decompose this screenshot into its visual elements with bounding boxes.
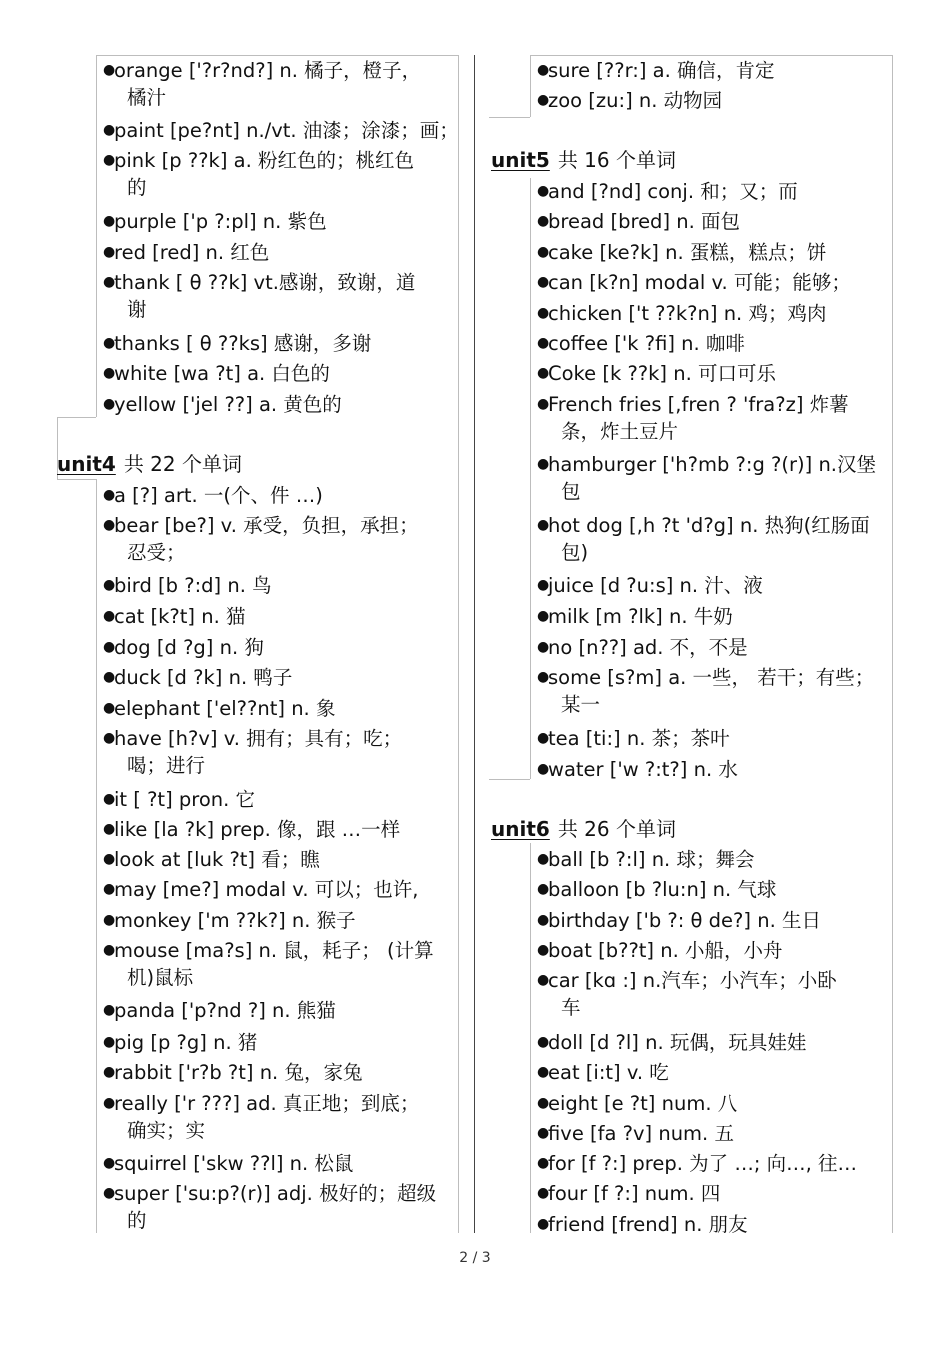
vocab-entry — [537, 391, 849, 445]
bullet-icon: ● — [103, 213, 116, 229]
entry-text: look at [luk ?t] 看；瞧 — [114, 848, 320, 871]
vocab-entry — [103, 603, 246, 630]
entry-text: birthday ['b ?: θ de?] n. 生日 — [548, 909, 821, 932]
bullet-icon: ● — [103, 517, 116, 533]
entry-continuation: 确实；实 — [127, 1119, 206, 1142]
vocab-entry — [537, 634, 748, 661]
entry-text: super ['su:p?(r)] adj. 极好的；超级 — [114, 1182, 437, 1205]
entry-text: pink [p ??k] a. 粉红色的；桃红色 — [114, 149, 414, 172]
entry-text: like [la ?k] prep. 像，跟 …一样 — [114, 818, 401, 841]
vocab-entry — [537, 300, 827, 327]
vocab-entry — [103, 634, 264, 661]
bullet-icon: ● — [103, 851, 116, 867]
vocab-entry — [103, 816, 401, 843]
vocab-entry — [103, 786, 256, 813]
vocab-entry — [537, 572, 763, 599]
entry-text: friend [frend] n. 朋友 — [548, 1213, 748, 1236]
bullet-icon: ● — [103, 608, 116, 624]
entry-text: hamburger ['h?mb ?:g ?(r)] n.汉堡 — [548, 453, 876, 476]
entry-text: orange ['?r?nd?] n. 橘子，橙子， — [114, 59, 422, 82]
entry-text: white [wa ?t] a. 白色的 — [114, 362, 330, 385]
bullet-icon: ● — [537, 639, 550, 655]
vocab-entry — [537, 239, 827, 266]
bullet-icon: ● — [103, 730, 116, 746]
entry-text: purple ['p ?:pl] n. 紫色 — [114, 210, 327, 233]
entry-text: coffee ['k ?fi] n. 咖啡 — [548, 332, 745, 355]
entry-text: and [?nd] conj. 和；又；而 — [548, 180, 798, 203]
vocab-entry — [537, 1211, 748, 1238]
bullet-icon: ● — [103, 274, 116, 290]
vocab-entry — [103, 876, 419, 903]
entry-continuation: 包) — [561, 541, 589, 564]
vocab-entry — [103, 907, 356, 934]
bullet-icon: ● — [103, 152, 116, 168]
vocab-entry — [537, 178, 798, 205]
unit-heading — [491, 816, 676, 843]
entry-text: car [kɑ :] n.汽车；小汽车；小卧 — [548, 969, 837, 992]
bullet-icon: ● — [537, 92, 550, 108]
vocab-entry — [103, 937, 434, 991]
vocab-entry — [537, 360, 776, 387]
bullet-icon: ● — [103, 577, 116, 593]
vocab-entry — [103, 1059, 363, 1086]
vocab-entry — [537, 451, 876, 505]
vocab-entry — [537, 330, 745, 357]
entry-text: French fries [,fren ? 'fra?z] 炸薯 — [548, 393, 849, 416]
entry-text: bird [b ?:d] n. 鸟 — [114, 574, 272, 597]
right-column-step-border — [489, 117, 530, 118]
vocab-entry — [103, 360, 330, 387]
entry-text: for [f ?:] prep. 为了 …; 向…, 往… — [548, 1152, 858, 1175]
entry-text: water ['w ?:t?] n. 水 — [548, 758, 738, 781]
entry-continuation: 忍受； — [127, 541, 186, 564]
bullet-icon: ● — [103, 881, 116, 897]
vocab-entry — [103, 1090, 420, 1144]
left-column-indent-border-b — [96, 479, 97, 1233]
bullet-icon: ● — [537, 669, 550, 685]
vocab-entry — [103, 572, 272, 599]
right-column-indent-border-c — [530, 843, 531, 1233]
left-column-top-border — [96, 55, 458, 56]
bullet-icon: ● — [103, 700, 116, 716]
entry-text: it [ ?t] pron. 它 — [114, 788, 256, 811]
vocab-entry — [537, 725, 730, 752]
entry-continuation: 包 — [561, 480, 581, 503]
vocab-entry — [103, 147, 414, 201]
bullet-icon: ● — [537, 730, 550, 746]
entry-text: elephant ['el??nt] n. 象 — [114, 697, 336, 720]
entry-text: paint [pe?nt] n./vt. 油漆；涂漆；画； — [114, 119, 459, 142]
entry-text: juice [d ?u:s] n. 汁、液 — [548, 574, 763, 597]
vocab-entry — [103, 239, 270, 266]
entry-continuation: 机)鼠标 — [127, 966, 194, 989]
entry-text: bread [bred] n. 面包 — [548, 210, 741, 233]
entry-text: boat [b??t] n. 小船，小舟 — [548, 939, 783, 962]
entry-text: thanks [ θ ??ks] 感谢，多谢 — [114, 332, 372, 355]
bullet-icon: ● — [103, 639, 116, 655]
right-column-right-border — [892, 55, 893, 1233]
bullet-icon: ● — [537, 305, 550, 321]
bullet-icon: ● — [537, 517, 550, 533]
bullet-icon: ● — [537, 365, 550, 381]
vocab-entry — [537, 1090, 738, 1117]
entry-text: no [n??] ad. 不，不是 — [548, 636, 748, 659]
right-column-indent-border-a — [530, 55, 531, 117]
bullet-icon: ● — [103, 122, 116, 138]
vocab-entry — [103, 208, 327, 235]
vocab-entry — [537, 664, 875, 718]
vocab-entry — [537, 87, 723, 114]
unit-title: unit4 — [57, 452, 116, 476]
bullet-icon: ● — [537, 335, 550, 351]
page-number: 2 / 3 — [459, 1250, 491, 1266]
entry-text: monkey ['m ??k?] n. 猴子 — [114, 909, 356, 932]
bullet-icon: ● — [103, 1155, 116, 1171]
bullet-icon: ● — [103, 1185, 116, 1201]
entry-text: dog [d ?g] n. 狗 — [114, 636, 264, 659]
bullet-icon: ● — [537, 881, 550, 897]
entry-text: hot dog [,h ?t 'd?g] n. 热狗(红肠面 — [548, 514, 870, 537]
left-column-right-border — [458, 55, 459, 1233]
vocab-entry — [103, 846, 320, 873]
bullet-icon: ● — [537, 851, 550, 867]
bullet-icon: ● — [537, 1095, 550, 1111]
bullet-icon: ● — [537, 1064, 550, 1080]
vocab-entry — [103, 482, 323, 509]
vocab-entry — [537, 1029, 807, 1056]
bullet-icon: ● — [103, 1002, 116, 1018]
entry-text: Coke [k ??k] n. 可口可乐 — [548, 362, 776, 385]
bullet-icon: ● — [537, 244, 550, 260]
bullet-icon: ● — [537, 183, 550, 199]
entry-text: may [me?] modal v. 可以；也许, — [114, 878, 419, 901]
entry-continuation: 车 — [561, 996, 581, 1019]
bullet-icon: ● — [103, 791, 116, 807]
vocab-entry — [103, 391, 342, 418]
entry-text: cake [ke?k] n. 蛋糕，糕点；饼 — [548, 241, 827, 264]
unit-heading — [491, 147, 676, 174]
vocab-entry — [103, 1150, 354, 1177]
bullet-icon: ● — [537, 456, 550, 472]
unit-title: unit6 — [491, 817, 550, 841]
entry-text: milk [m ?lk] n. 牛奶 — [548, 605, 733, 628]
right-column-indent-border-b — [530, 178, 531, 779]
entry-text: zoo [zu:] n. 动物园 — [548, 89, 723, 112]
entry-text: balloon [b ?lu:n] n. 气球 — [548, 878, 777, 901]
entry-text: yellow ['jel ??] a. 黄色的 — [114, 393, 342, 416]
bullet-icon: ● — [537, 274, 550, 290]
unit-word-count: 共 22 个单词 — [123, 452, 242, 476]
entry-text: really ['r ???] ad. 真正地；到底； — [114, 1092, 420, 1115]
vocab-entry — [537, 756, 738, 783]
bullet-icon: ● — [103, 365, 116, 381]
bullet-icon: ● — [537, 942, 550, 958]
vocab-entry — [103, 1029, 258, 1056]
entry-continuation: 喝；进行 — [127, 754, 206, 777]
bullet-icon: ● — [103, 669, 116, 685]
bullet-icon: ● — [103, 1034, 116, 1050]
entry-text: a [?] art. 一(个、件 …) — [114, 484, 323, 507]
bullet-icon: ● — [103, 821, 116, 837]
entry-text: five [fa ?v] num. 五 — [548, 1122, 734, 1145]
vocab-entry — [103, 330, 372, 357]
vocab-entry — [537, 603, 733, 630]
vocab-entry — [537, 1180, 721, 1207]
vocab-entry — [103, 725, 403, 779]
vocab-entry — [103, 117, 459, 144]
vocab-entry — [537, 846, 755, 873]
vocab-entry — [537, 967, 837, 1021]
unit-word-count: 共 26 个单词 — [557, 817, 676, 841]
vocab-entry — [103, 664, 293, 691]
vocab-entry — [537, 208, 741, 235]
right-column-step-border-2 — [489, 779, 530, 780]
unit-word-count: 共 16 个单词 — [557, 148, 676, 172]
entry-text: four [f ?:] num. 四 — [548, 1182, 721, 1205]
entry-continuation: 条，炸土豆片 — [561, 420, 679, 443]
vocab-entry — [103, 997, 336, 1024]
entry-text: panda ['p?nd ?] n. 熊猫 — [114, 999, 336, 1022]
vocab-entry — [537, 57, 775, 84]
entry-text: pig [p ?g] n. 猪 — [114, 1031, 258, 1054]
bullet-icon: ● — [537, 912, 550, 928]
entry-text: cat [k?t] n. 猫 — [114, 605, 246, 628]
column-divider — [474, 55, 475, 1233]
entry-continuation: 的 — [127, 1209, 147, 1232]
bullet-icon: ● — [537, 608, 550, 624]
left-column-step-border — [57, 417, 96, 418]
bullet-icon: ● — [103, 1064, 116, 1080]
bullet-icon: ● — [537, 1155, 550, 1171]
vocab-entry — [537, 269, 851, 296]
entry-text: bear [be?] v. 承受，负担，承担； — [114, 514, 419, 537]
vocab-entry — [537, 907, 821, 934]
entry-continuation: 的 — [127, 176, 147, 199]
bullet-icon: ● — [103, 487, 116, 503]
vocab-entry — [103, 269, 416, 323]
bullet-icon: ● — [103, 244, 116, 260]
entry-text: red [red] n. 红色 — [114, 241, 270, 264]
left-column-indent-border-a — [96, 55, 97, 417]
bullet-icon: ● — [537, 577, 550, 593]
left-column-step-border-2 — [57, 479, 96, 480]
entry-text: squirrel ['skw ??l] n. 松鼠 — [114, 1152, 354, 1175]
bullet-icon: ● — [537, 1185, 550, 1201]
entry-text: chicken ['t ??k?n] n. 鸡；鸡肉 — [548, 302, 827, 325]
vocab-entry — [103, 1180, 437, 1234]
vocab-entry — [103, 57, 422, 111]
unit-title: unit5 — [491, 148, 550, 172]
bullet-icon: ● — [537, 972, 550, 988]
bullet-icon: ● — [103, 396, 116, 412]
entry-text: sure [??r:] a. 确信，肯定 — [548, 59, 775, 82]
entry-text: eight [e ?t] num. 八 — [548, 1092, 738, 1115]
bullet-icon: ● — [103, 1095, 116, 1111]
entry-text: mouse [ma?s] n. 鼠，耗子； (计算 — [114, 939, 434, 962]
vocab-entry — [537, 876, 777, 903]
entry-continuation: 谢 — [127, 298, 147, 321]
entry-text: some [s?m] a. 一些， 若干；有些； — [548, 666, 875, 689]
bullet-icon: ● — [537, 1034, 550, 1050]
entry-continuation: 橘汁 — [127, 86, 167, 109]
entry-text: ball [b ?:l] n. 球；舞会 — [548, 848, 755, 871]
vocab-entry — [103, 695, 336, 722]
bullet-icon: ● — [537, 761, 550, 777]
entry-text: can [k?n] modal v. 可能；能够； — [548, 271, 851, 294]
bullet-icon: ● — [537, 213, 550, 229]
entry-text: tea [ti:] n. 茶；茶叶 — [548, 727, 730, 750]
vocab-entry — [537, 1150, 858, 1177]
entry-text: eat [i:t] v. 吃 — [548, 1061, 669, 1084]
bullet-icon: ● — [103, 335, 116, 351]
bullet-icon: ● — [537, 62, 550, 78]
unit-heading — [57, 451, 242, 478]
bullet-icon: ● — [537, 1216, 550, 1232]
bullet-icon: ● — [103, 942, 116, 958]
entry-text: have [h?v] v. 拥有；具有；吃； — [114, 727, 403, 750]
bullet-icon: ● — [537, 396, 550, 412]
right-column-top-border — [530, 55, 892, 56]
entry-text: rabbit ['r?b ?t] n. 兔，家兔 — [114, 1061, 363, 1084]
vocab-entry — [537, 512, 870, 566]
entry-text: doll [d ?l] n. 玩偶，玩具娃娃 — [548, 1031, 807, 1054]
vocab-entry — [103, 512, 419, 566]
vocab-entry — [537, 1059, 669, 1086]
entry-continuation: 某一 — [561, 693, 601, 716]
entry-text: thank [ θ ??k] vt.感谢，致谢，道 — [114, 271, 416, 294]
vocab-entry — [537, 1120, 734, 1147]
bullet-icon: ● — [103, 62, 116, 78]
vocab-entry — [537, 937, 783, 964]
bullet-icon: ● — [103, 912, 116, 928]
entry-text: duck [d ?k] n. 鸭子 — [114, 666, 293, 689]
bullet-icon: ● — [537, 1125, 550, 1141]
